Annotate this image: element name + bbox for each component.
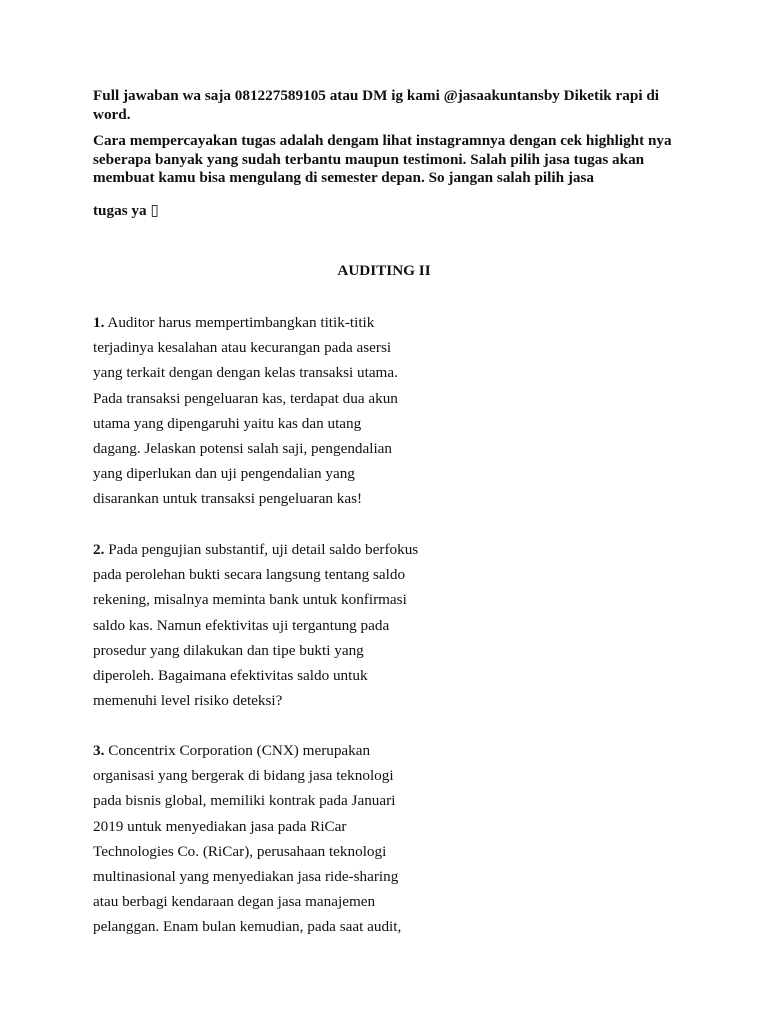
question-line: pada bisnis global, memiliki kontrak pada Januari (93, 792, 396, 810)
question-line: disarankan untuk transaksi pengeluaran kas! (93, 490, 363, 508)
question-line: memenuhi level risiko deteksi? (93, 692, 283, 710)
question-line (93, 310, 453, 335)
question-line: Pada transaksi pengeluaran kas, terdapat dua akun (93, 389, 398, 407)
promo-block (93, 87, 683, 220)
question-line (93, 738, 453, 763)
question-text: Auditor harus mempertimbangkan titik-titik (104, 314, 375, 331)
document-title: AUDITING II (337, 262, 431, 279)
question-1 (93, 310, 453, 512)
question-line: pelanggan. Enam bulan kemudian, pada saat audit, (93, 918, 402, 936)
question-text: Concentrix Corporation (CNX) merupakan (104, 742, 371, 759)
question-line: yang terkait dengan dengan kelas transaksi utama. (93, 364, 398, 382)
question-text: Pada pengujian substantif, uji detail saldo berfokus (104, 541, 419, 558)
question-line: rekening, misalnya meminta bank untuk konfirmasi (93, 591, 407, 609)
question-number: 1. (93, 314, 105, 331)
question-line: atau berbagi kendaraan degan jasa manajemen (93, 893, 376, 911)
question-3 (93, 738, 453, 940)
question-line: Technologies Co. (RiCar), perusahaan teknologi (93, 842, 387, 860)
question-line: diperoleh. Bagaimana efektivitas saldo untuk (93, 667, 368, 685)
question-2 (93, 537, 453, 713)
question-line: pada perolehan bukti secara langsung tentang saldo (93, 566, 406, 584)
question-line: dagang. Jelaskan potensi salah saji, pengendalian (93, 440, 393, 458)
promo-contact-text: Full jawaban wa saja 081227589105 atau DM ig kami @jasaakuntansby Diketik rapi di word. (93, 87, 660, 123)
question-line: yang diperlukan dan uji pengendalian yang (93, 465, 355, 483)
question-line (93, 537, 453, 562)
question-line: multinasional yang menyediakan jasa ride-sharing (93, 868, 399, 886)
question-line: utama yang dipengaruhi yaitu kas dan utang (93, 414, 362, 432)
question-line: terjadinya kesalahan atau kecurangan pada asersi (93, 339, 392, 357)
question-line: prosedur yang dilakukan dan tipe bukti yang (93, 641, 364, 659)
question-number: 2. (93, 541, 105, 558)
question-line: saldo kas. Namun efektivitas uji tergantung pada (93, 616, 390, 634)
question-number: 3. (93, 742, 105, 759)
question-line: 2019 untuk menyediakan jasa pada RiCar (93, 817, 347, 835)
promo-trust-text: Cara mempercayakan tugas adalah dengam lihat instagramnya dengan cek highlight nya seberapa banyak yang sudah terbantu maupun testimoni. Salah pilih jasa tugas akan membuat kamu bisa mengulang di semester depan. So jangan salah pilih jasa (93, 132, 672, 186)
promo-closing-text: tugas ya ▯ (93, 201, 159, 219)
question-line: organisasi yang bergerak di bidang jasa teknologi (93, 767, 394, 785)
